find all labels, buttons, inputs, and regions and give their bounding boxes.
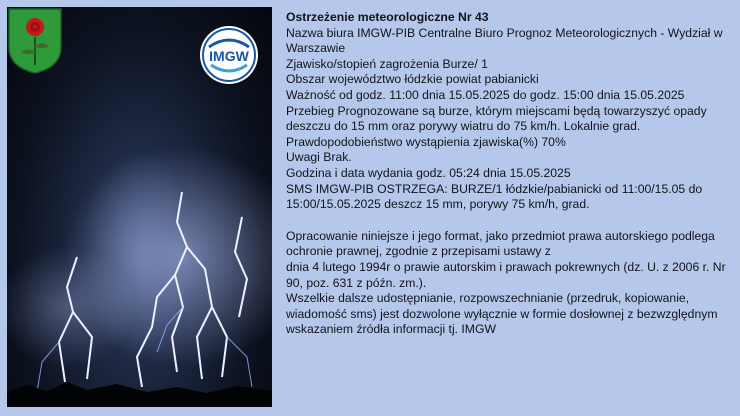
coat-of-arms-icon [7,7,63,75]
copyright-paragraph-2: Wszelkie dalsze udostępnianie, rozpowszechnianie (przedruk, kopiowanie, wiadomość sms) jest dozwolone wyłącznie w formie dosłownej z bezwzględnym wskazaniem źródła informacji tj. IMGW [286,291,718,337]
issued-line: Godzina i data wydania godz. 05:24 dnia 15.05.2025 [286,165,571,180]
area-line: Obszar województwo łódzkie powiat pabianicki [286,72,539,87]
sms-line: SMS IMGW-PIB OSTRZEGA: BURZE/1 łódzkie/pabianicki od 11:00/15.05 do 15:00/15.05.2025 deszcz 15 mm, porywy 75 km/h, grad. [286,181,703,212]
copyright-paragraph-1a: Opracowanie niniejsze i jego format, jako przedmiot prawa autorskiego podlega ochronie prawnej, zgodnie z przepisami ustawy z [286,228,715,259]
phenomenon-line: Zjawisko/stopień zagrożenia Burze/ 1 [286,56,488,71]
spacer [286,213,731,229]
course-line: Przebieg Prognozowane są burze, którym miejscami będą towarzyszyć opady deszczu do 15 mm oraz porywy wiatru do 75 km/h. Lokalnie grad. [286,103,707,134]
validity-line: Ważność od godz. 11:00 dnia 15.05.2025 do godz. 15:00 dnia 15.05.2025 [286,87,685,102]
warning-title: Ostrzeżenie meteorologiczne Nr 43 [286,10,489,24]
probability-line: Prawdopodobieństwo wystąpienia zjawiska(%) 70% [286,134,566,149]
office-line: Nazwa biura IMGW-PIB Centralne Biuro Prognoz Meteorologicznych - Wydział w Warszawie [286,25,723,56]
copyright-paragraph-1b: dnia 4 lutego 1994r o prawie autorskim i prawach pokrewnych (dz. U. z 2006 r. Nr 90, poz. 631 z późn. zm.). [286,259,726,290]
imgw-logo [199,25,259,85]
storm-photo [7,7,272,407]
imgw-logo-text: IMGW [209,48,249,64]
warning-text-panel [286,10,731,338]
remarks-line: Uwagi Brak. [286,150,352,165]
